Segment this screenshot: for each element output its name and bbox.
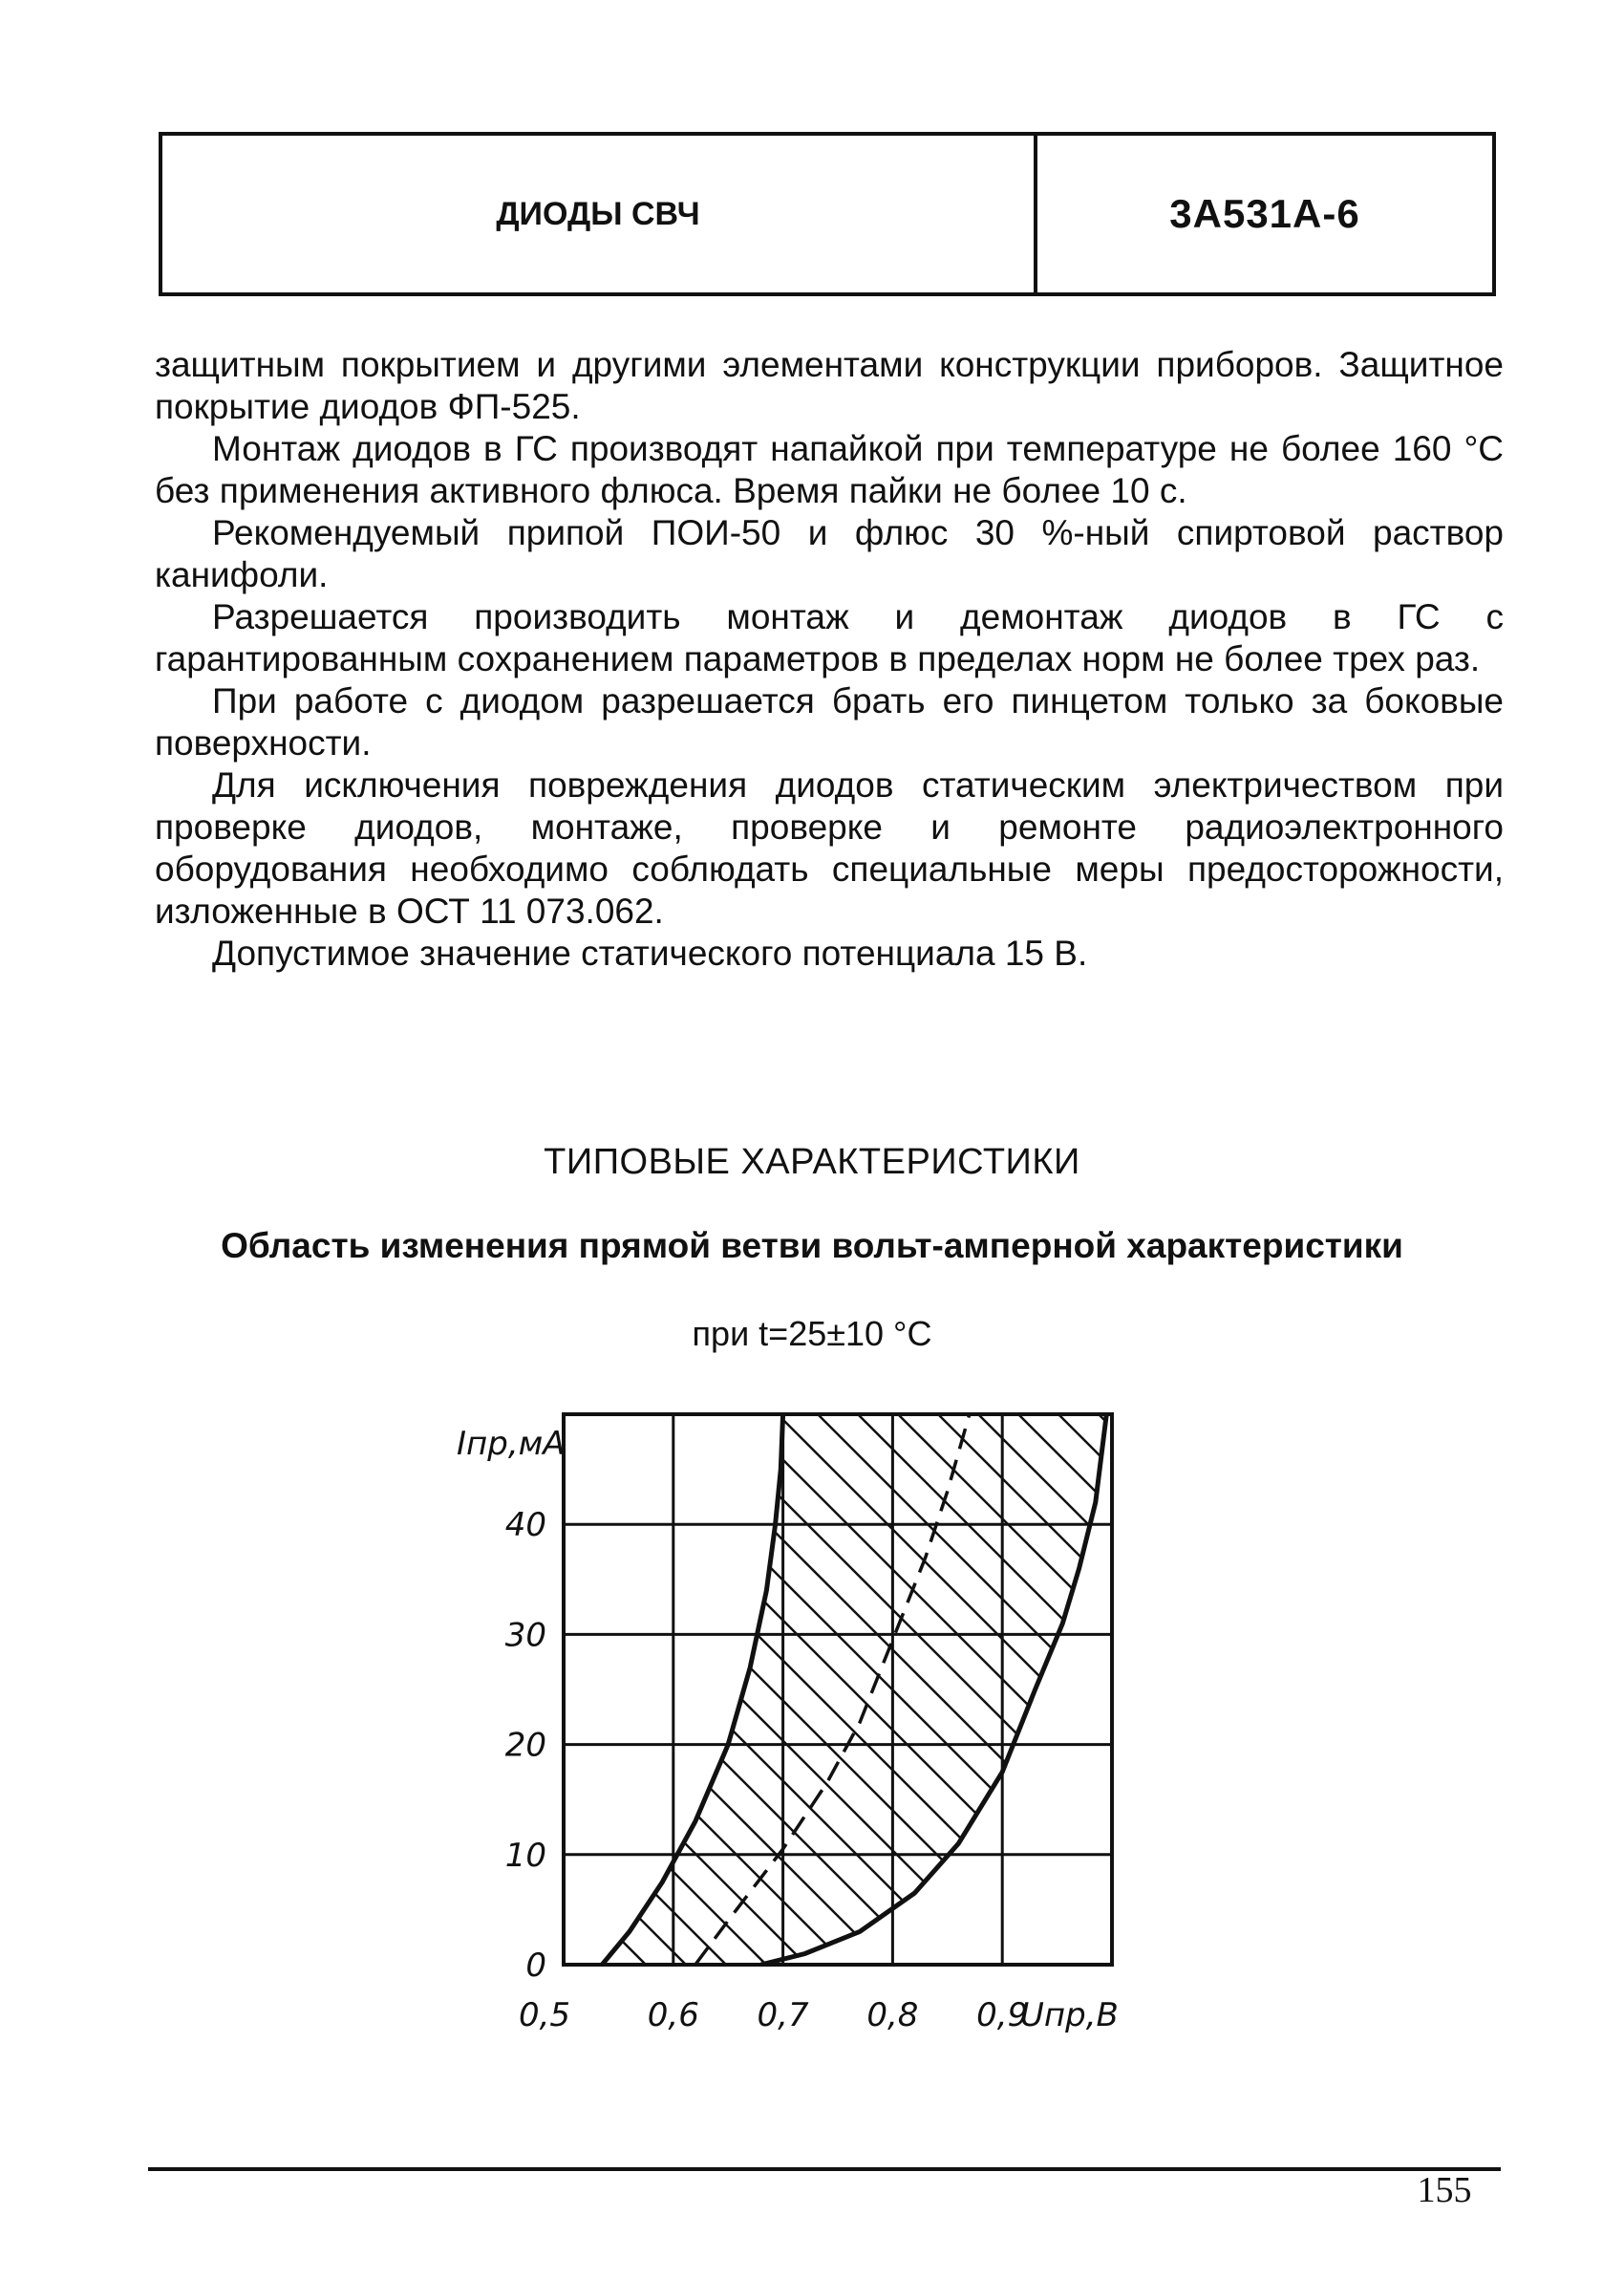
- hatch-line: [457, 1414, 1125, 2083]
- hatch-line: [296, 1414, 965, 2083]
- paragraph: Допустимое значение статического потенциала 15 В.: [212, 934, 1088, 973]
- footer-rule: [148, 2167, 1501, 2171]
- paragraph: Разрешается производить монтаж и демонтаж диодов в ГС с гарантированным сохранением параметров в пределах норм не более трех раз.: [155, 597, 1504, 678]
- hatch-line: [898, 1414, 1567, 2083]
- y-tick-label: 30: [504, 1616, 546, 1655]
- hatch-line: [1179, 1414, 1624, 2083]
- x-tick-label: 0,8: [866, 1996, 919, 2034]
- hatch-line: [657, 1414, 1326, 2083]
- hatch-pattern: [0, 1414, 1624, 2083]
- hatch-line: [0, 1414, 644, 2083]
- paragraph: Рекомендуемый припой ПОИ-50 и флюс 30 %-ный спиртовой раствор канифоли.: [155, 513, 1504, 594]
- page-number: 155: [1417, 2170, 1472, 2210]
- hatch-line: [136, 1414, 804, 2083]
- hatch-line: [1058, 1414, 1624, 2083]
- hatch-line: [737, 1414, 1406, 2083]
- hatch-line: [1099, 1414, 1624, 2083]
- hatch-line: [55, 1414, 724, 2083]
- hatch-line: [938, 1414, 1607, 2083]
- hatch-line: [256, 1414, 925, 2083]
- y-tick-label: 10: [504, 1836, 546, 1875]
- hatch-line: [1018, 1414, 1624, 2083]
- hatch-line: [697, 1414, 1366, 2083]
- paragraph: Для исключения повреждения диодов статическим электричеством при проверке диодов, монтаже, проверке и ремонте радиоэлектронного оборудования необходимо соблюдать специальные меры предосторожности, изложенные в ОСТ 11 073.062.: [155, 765, 1504, 931]
- paragraph: При работе с диодом разрешается брать его пинцетом только за боковые поверхности.: [155, 681, 1504, 763]
- x-tick-label: 0,7: [757, 1996, 809, 2034]
- x-tick-label: 0,6: [647, 1996, 699, 2034]
- chart-subtitle: при t=25±10 °С: [692, 1314, 932, 1353]
- hatch-line: [1139, 1414, 1624, 2083]
- hatch-line: [1219, 1414, 1624, 2083]
- chart-title: Область изменения прямой ветви вольт-амперной характеристики: [221, 1226, 1403, 1265]
- device-designation: 3А531А-6: [1169, 191, 1360, 236]
- document-category: ДИОДЫ СВЧ: [162, 136, 1037, 292]
- hatch-line: [617, 1414, 1286, 2083]
- hatch-line: [0, 1414, 564, 2083]
- hatch-line: [376, 1414, 1045, 2083]
- y-axis-label: Iпр,мА: [457, 1425, 566, 1463]
- hatch-line: [978, 1414, 1624, 2083]
- y-tick-label: 40: [504, 1506, 546, 1545]
- plot-frame: [564, 1414, 1112, 1965]
- hatch-line: [497, 1414, 1165, 2083]
- paragraph: защитным покрытием и другими элементами конструкции приборов. Защитное покрытие диодов ФП-525.: [155, 345, 1504, 426]
- typical-curve-dashed: [695, 1414, 970, 1965]
- section-title: ТИПОВЫЕ ХАРАКТЕРИСТИКИ: [544, 1142, 1080, 1182]
- hatch-line: [96, 1414, 764, 2083]
- chart-grid: [564, 1414, 1112, 1965]
- hatch-line: [537, 1414, 1206, 2083]
- x-tick-label: 0,9: [976, 1996, 1029, 2034]
- paragraph: Монтаж диодов в ГС производят напайкой при температуре не более 160 °С без применения активного флюса. Время пайки не более 10 с.: [155, 429, 1504, 510]
- hatch-line: [336, 1414, 1005, 2083]
- y-tick-label: 0: [525, 1947, 546, 1985]
- hatch-line: [818, 1414, 1486, 2083]
- curves: [602, 1414, 1106, 1965]
- hatch-line: [15, 1414, 684, 2083]
- x-axis-label: Uпр,В: [1020, 1996, 1119, 2034]
- hatch-line: [577, 1414, 1246, 2083]
- y-tick-label: 20: [504, 1726, 546, 1765]
- hatch-line: [858, 1414, 1527, 2083]
- x-tick-label: 0,5: [518, 1996, 571, 2034]
